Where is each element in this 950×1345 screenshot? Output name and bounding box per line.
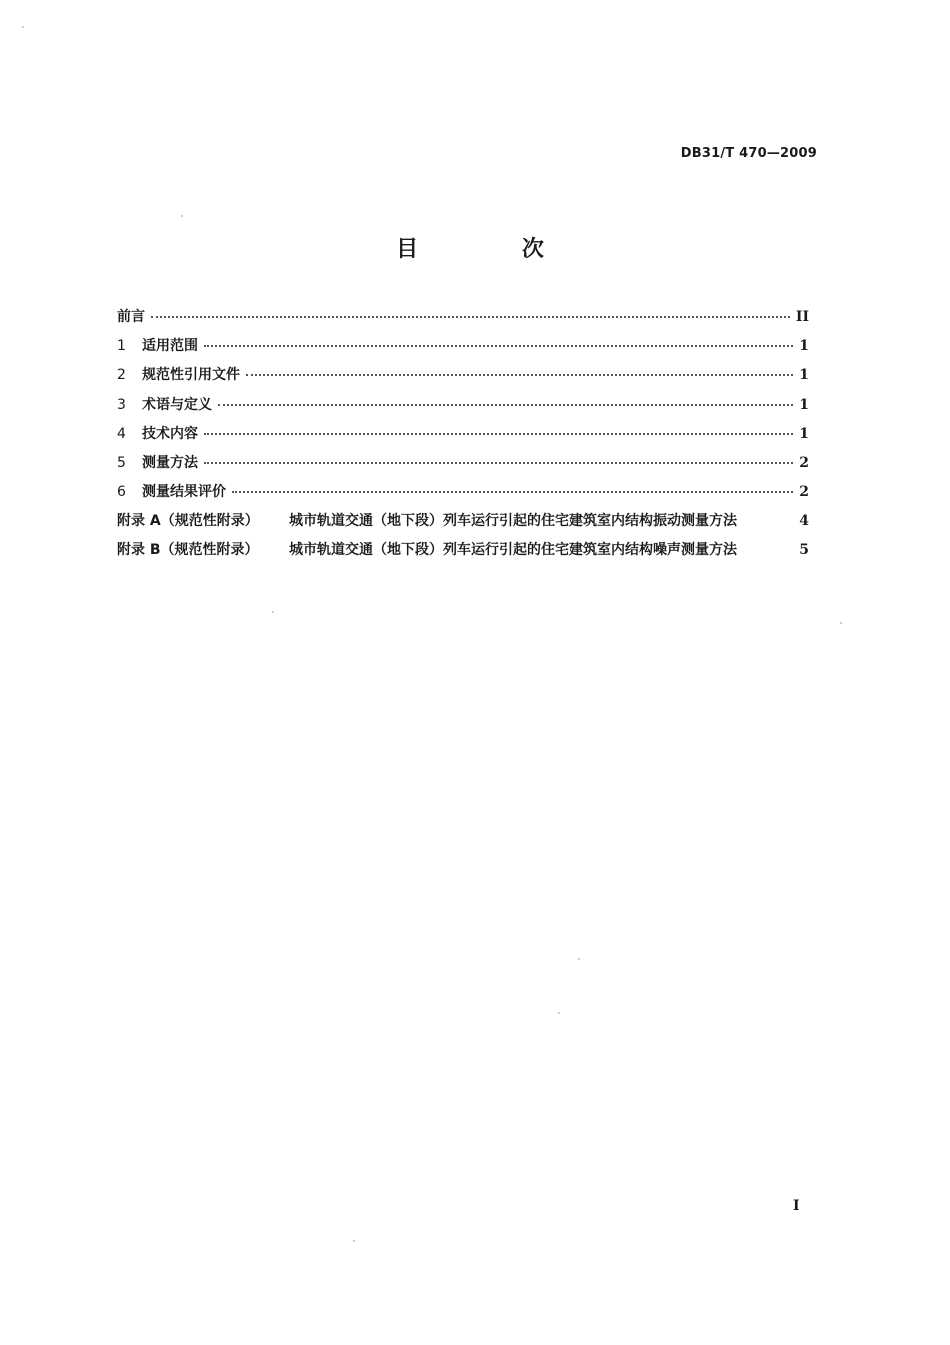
toc-entry-page: 2 [799,454,809,471]
toc-entry-annex-b[interactable] [117,539,809,568]
table-of-contents [117,306,809,568]
toc-leader-dots [204,433,793,435]
toc-entry-page: 1 [799,396,809,413]
toc-entry-label: 测量结果评价 [142,484,226,501]
toc-entry-page: 4 [799,513,809,530]
scan-speck [272,611,274,613]
toc-entry-label: 规范性引用文件 [142,367,240,384]
toc-entry-page: II [795,309,809,325]
toc-entry-label: 技术内容 [142,425,198,442]
toc-entry-5[interactable] [117,452,809,481]
scan-speck [558,1012,560,1014]
toc-entry-page: 1 [799,367,809,384]
toc-leader-dots [218,404,793,406]
toc-entry-number: 3 [117,396,126,413]
toc-entry-number: 5 [117,454,126,471]
toc-leader-dots [151,316,790,318]
toc-leader-dots [232,491,793,493]
scan-speck [181,215,183,217]
toc-entry-label: 前言 [117,309,145,325]
scan-speck [840,622,842,624]
toc-entry-page: 1 [799,425,809,442]
toc-entry-number: 2 [117,367,126,384]
toc-entry-number: 6 [117,484,126,501]
toc-entry-foreword[interactable] [117,306,809,335]
toc-entry-annex-a[interactable] [117,510,809,539]
toc-leader-dots [204,345,793,347]
toc-entry-label: 测量方法 [142,454,198,471]
standard-code: DB31/T 470—2009 [680,146,817,161]
toc-entry-page: 1 [799,338,809,355]
annex-label: 附录 B（规范性附录） [117,542,259,559]
annex-title: 城市轨道交通（地下段）列车运行引起的住宅建筑室内结构噪声测量方法 [289,542,737,559]
toc-entry-3[interactable] [117,394,809,423]
scan-speck [353,1240,355,1242]
toc-entry-number: 1 [117,338,126,355]
annex-title: 城市轨道交通（地下段）列车运行引起的住宅建筑室内结构振动测量方法 [289,513,737,530]
toc-entry-number: 4 [117,425,126,442]
toc-entry-label: 适用范围 [142,338,198,355]
scan-speck [578,958,580,960]
toc-entry-1[interactable] [117,335,809,364]
toc-entry-page: 2 [799,484,809,501]
toc-title: 目 次 [396,237,592,262]
toc-entry-page: 5 [799,542,809,559]
page-number: I [793,1198,800,1214]
scan-speck [22,26,24,28]
toc-entry-4[interactable] [117,423,809,452]
toc-leader-dots [246,374,793,376]
annex-label: 附录 A（规范性附录） [117,513,259,530]
toc-entry-label: 术语与定义 [142,396,212,413]
toc-leader-dots [204,462,793,464]
toc-entry-6[interactable] [117,481,809,510]
toc-entry-2[interactable] [117,364,809,393]
